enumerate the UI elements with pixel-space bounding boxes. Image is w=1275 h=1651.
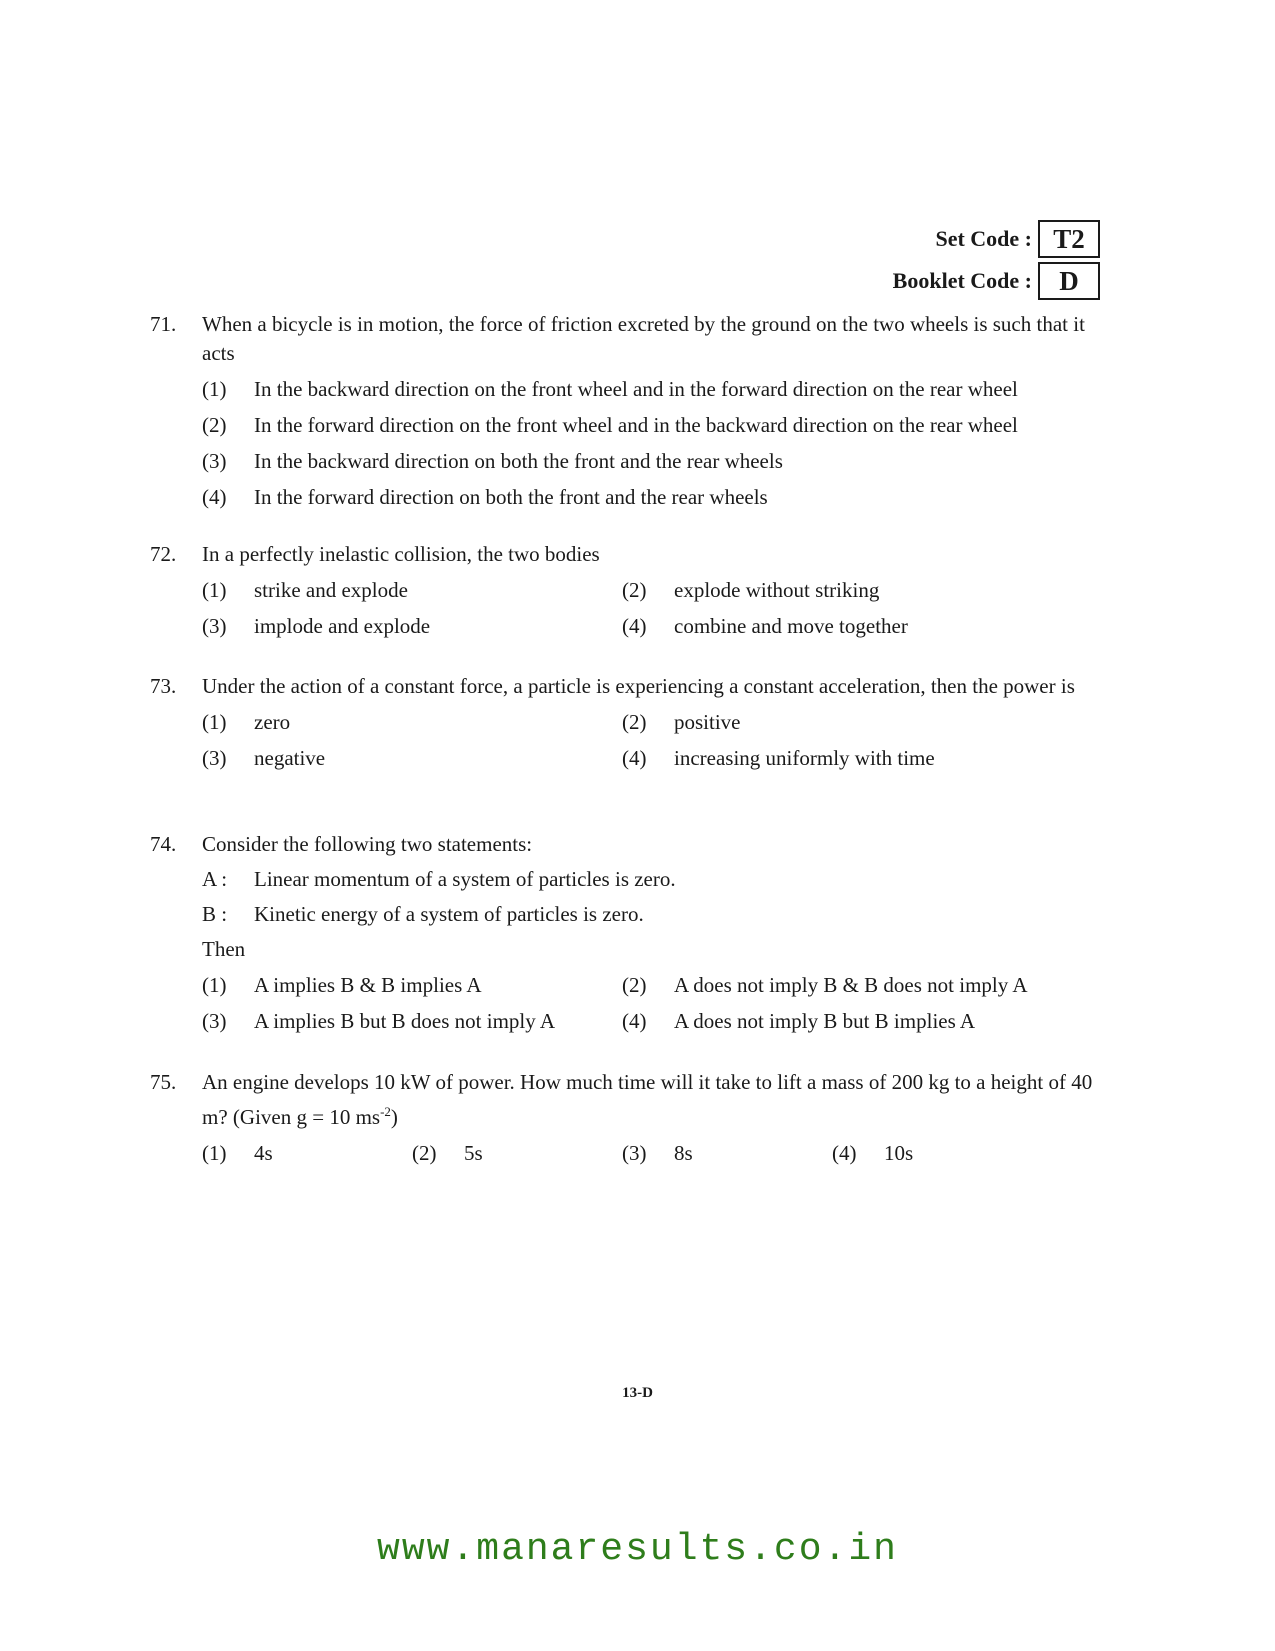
- option-number: (3): [202, 746, 227, 770]
- question-74: [150, 830, 1100, 1036]
- option-text: implode and explode: [254, 614, 431, 638]
- option-1: [202, 576, 622, 605]
- statement-a: [202, 865, 1100, 894]
- option-text: positive: [674, 710, 741, 734]
- option-text: strike and explode: [254, 578, 408, 602]
- question-71: [150, 310, 1100, 512]
- option-number: (3): [202, 449, 227, 473]
- option-3: [202, 447, 783, 476]
- set-code-box: T2: [1038, 220, 1100, 258]
- question-73: [150, 672, 1100, 773]
- option-3: [202, 612, 622, 641]
- option-2: [202, 411, 1018, 440]
- option-text: A implies B & B implies A: [254, 973, 482, 997]
- option-number: (4): [622, 1009, 647, 1033]
- option-text: increasing uniformly with time: [674, 746, 935, 770]
- statement-b: [202, 900, 1100, 929]
- option-text: In the backward direction on both the front and the rear wheels: [254, 449, 783, 473]
- exponent: -2: [380, 1104, 391, 1119]
- option-text: A does not imply B & B does not imply A: [674, 973, 1028, 997]
- booklet-code-box: D: [1038, 262, 1100, 300]
- option-2: [622, 576, 879, 605]
- options: [202, 375, 1100, 512]
- option-text: In the forward direction on both the front and the rear wheels: [254, 485, 768, 509]
- option-3: [202, 744, 622, 773]
- question-number: 74.: [150, 832, 177, 856]
- question-text: [202, 1068, 1100, 1132]
- option-text: explode without striking: [674, 578, 880, 602]
- question-number: 71.: [150, 312, 177, 336]
- option-4: [622, 1007, 975, 1036]
- options: [202, 1139, 1100, 1168]
- booklet-code-row: [893, 262, 1100, 300]
- option-text: A does not imply B but B implies A: [674, 1009, 976, 1033]
- question-text: Consider the following two statements:: [202, 832, 533, 856]
- booklet-code-label: Booklet Code :: [892, 268, 1032, 293]
- option-number: (1): [202, 578, 227, 602]
- option-number: (1): [202, 1141, 227, 1165]
- option-text: 4s: [254, 1141, 273, 1165]
- option-1: [202, 1139, 412, 1168]
- option-2: [412, 1139, 622, 1168]
- option-text: In the forward direction on the front wheel and in the backward direction on the rear wheel: [254, 413, 1018, 437]
- set-code-label: Set Code :: [935, 226, 1032, 251]
- option-1: [202, 375, 1018, 404]
- option-text: 10s: [884, 1141, 914, 1165]
- option-text: negative: [254, 746, 326, 770]
- option-text: combine and move together: [674, 614, 908, 638]
- option-number: (4): [832, 1141, 857, 1165]
- option-number: (1): [202, 377, 227, 401]
- statement-label: B :: [202, 902, 228, 926]
- option-4: [622, 744, 935, 773]
- option-number: (2): [622, 578, 647, 602]
- question-75: [150, 1068, 1100, 1168]
- option-number: (2): [202, 413, 227, 437]
- question-text-close: ): [390, 1105, 398, 1129]
- option-2: [622, 708, 741, 737]
- option-number: (4): [202, 485, 227, 509]
- option-number: (4): [622, 746, 647, 770]
- option-1: [202, 708, 622, 737]
- option-text: 8s: [674, 1141, 693, 1165]
- option-number: (4): [622, 614, 647, 638]
- question-number: 73.: [150, 674, 177, 698]
- question-72: [150, 540, 1100, 641]
- footer-url[interactable]: www.manaresults.co.in: [377, 1528, 898, 1571]
- question-text: Under the action of a constant force, a particle is experiencing a constant acceleration, then the power is: [202, 674, 1075, 698]
- page-number: 13-D: [622, 1385, 653, 1401]
- option-4: [622, 612, 908, 641]
- option-text: A implies B but B does not imply A: [254, 1009, 556, 1033]
- option-text: 5s: [464, 1141, 483, 1165]
- option-text: In the backward direction on the front wheel and in the forward direction on the rear wheel: [254, 377, 1018, 401]
- option-3: [202, 1007, 622, 1036]
- option-2: [622, 971, 1028, 1000]
- question-text-main: An engine develops 10 kW of power. How much time will it take to lift a mass of 200 kg to a height of 40 m? (Given g = 10 ms: [202, 1070, 1093, 1129]
- set-code-row: [893, 220, 1100, 258]
- code-block: [893, 220, 1100, 304]
- options: [202, 708, 1100, 773]
- statement-label: A :: [202, 867, 228, 891]
- option-4: [832, 1139, 1042, 1168]
- statements: [202, 865, 1100, 1036]
- option-number: (2): [412, 1141, 437, 1165]
- option-number: (3): [202, 614, 227, 638]
- option-number: (2): [622, 973, 647, 997]
- question-number: 72.: [150, 542, 177, 566]
- option-number: (2): [622, 710, 647, 734]
- option-number: (3): [622, 1141, 647, 1165]
- option-text: zero: [254, 710, 291, 734]
- question-number: 75.: [150, 1070, 177, 1094]
- option-number: (1): [202, 710, 227, 734]
- option-4: [202, 483, 768, 512]
- option-3: [622, 1139, 832, 1168]
- options: [202, 576, 1100, 641]
- option-1: [202, 971, 622, 1000]
- question-text: When a bicycle is in motion, the force of friction excreted by the ground on the two wheels is such that it acts: [202, 312, 1085, 365]
- statement-text: Linear momentum of a system of particles is zero.: [254, 867, 676, 891]
- question-text: In a perfectly inelastic collision, the two bodies: [202, 542, 600, 566]
- statement-text: Kinetic energy of a system of particles is zero.: [254, 902, 644, 926]
- option-number: (3): [202, 1009, 227, 1033]
- then-label: Then: [202, 937, 246, 961]
- option-number: (1): [202, 973, 227, 997]
